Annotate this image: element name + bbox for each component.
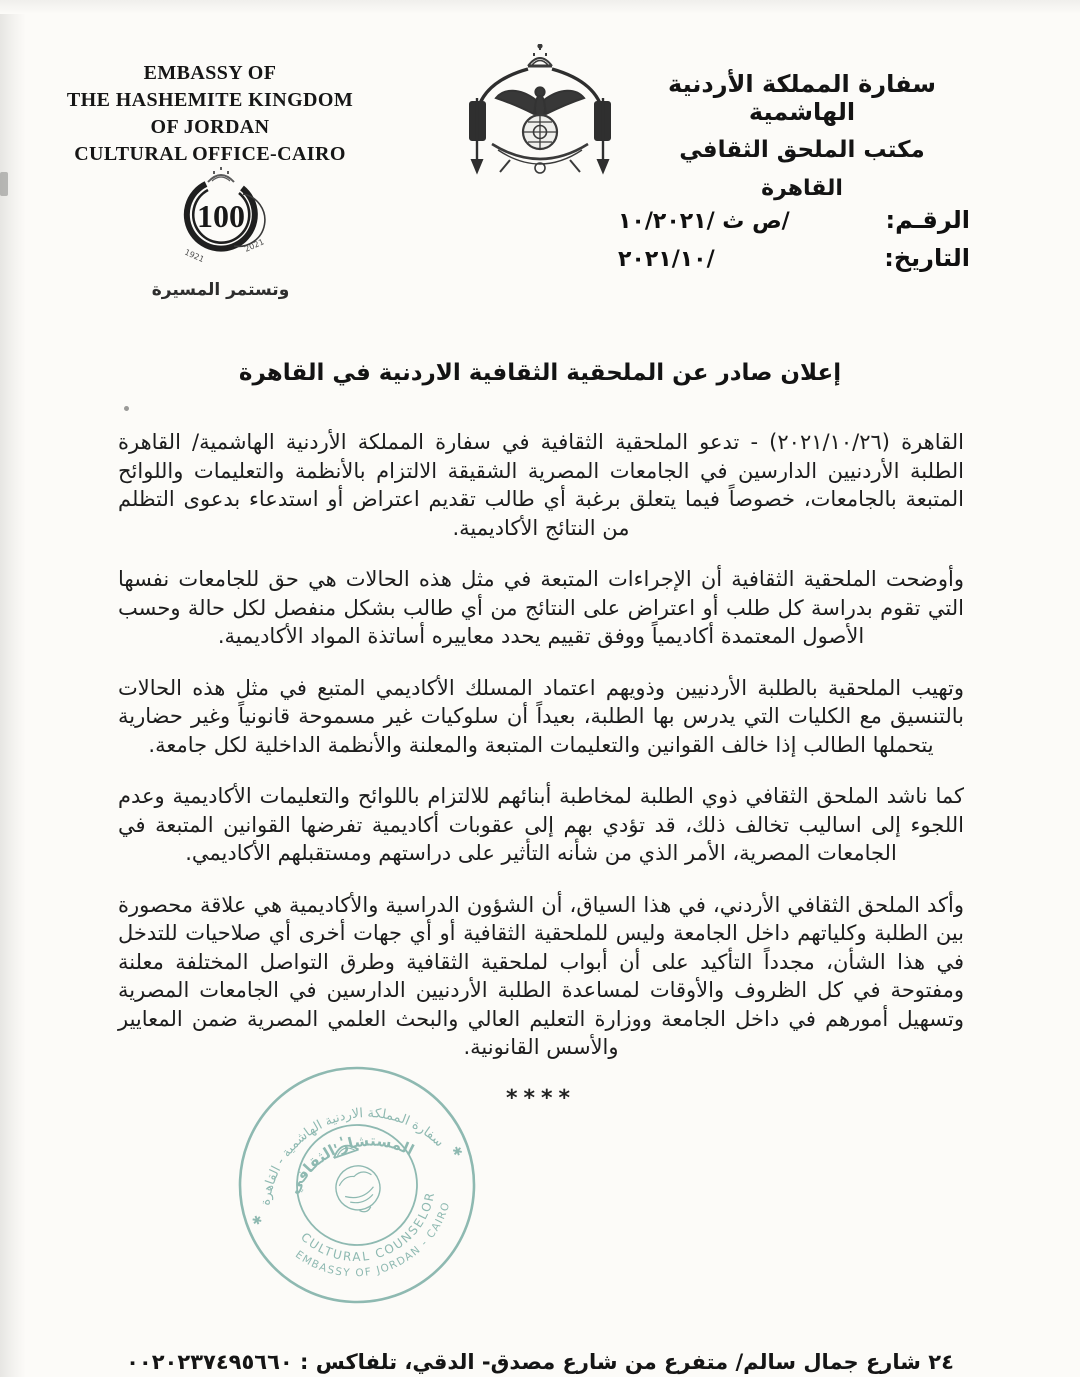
- letterhead-english-line: EMBASSY OF: [143, 62, 277, 84]
- reference-date-label: التاريخ:: [884, 244, 970, 272]
- stamp-arabic-title-text: المستشار الثقافي: [284, 1131, 417, 1197]
- letterhead-arabic-line: سفارة المملكة الأردنية الهاشمية: [668, 70, 936, 126]
- svg-text:المستشار الثقافي: [274, 1114, 421, 1201]
- reference-date-value: /٢٠٢١/١٠: [618, 247, 715, 272]
- scan-edge-shading: [0, 0, 26, 1377]
- document-body: [118, 428, 964, 1113]
- letterhead-arabic-line: مكتب الملحق الثقافي: [679, 137, 925, 163]
- footer-address: ٢٤ شارع جمال سالم/ متفرع من شارع مصدق- الدقي، تلفاكس : ٠٠٢٠٢٣٧٤٩٥٦٦٠: [126, 1350, 954, 1374]
- letterhead-arabic: [632, 70, 972, 201]
- letterhead-arabic-line: القاهرة: [761, 176, 843, 201]
- document-title: إعلان صادر عن الملحقية الثقافية الاردنية في القاهرة: [238, 360, 842, 386]
- reference-number-row: [618, 206, 970, 234]
- centennial-year-start: 1921: [182, 247, 205, 265]
- reference-date-row: [618, 244, 970, 272]
- stamp-arabic-ring-text: سفارة المملكة الاردنية الهاشمية - القاهرة: [258, 1105, 447, 1207]
- reference-block: [618, 206, 970, 282]
- scan-artifact-dot: [124, 406, 129, 411]
- jordan-coat-of-arms-icon: [436, 44, 644, 188]
- body-paragraph: وأوضحت الملحقية الثقافية أن الإجراءات المتبعة في مثل هذه الحالات هي حق للجامعات نفسها التي تقوم بدراسة كل طلب أو اعتراض على النتائج من أي طالب بشكل منفصل لكل حالة وحسب الأصول المعتمدة أكاديمياً ووفق تقييم يحدد معاييره أساتذة المواد الأكاديمية.: [118, 567, 964, 648]
- stamp-star-right: ✱: [450, 1143, 465, 1160]
- body-paragraph: كما ناشد الملحق الثقافي ذوي الطلبة لمخاطبة أبنائهم للالتزام باللوائح والتعليمات الأكاديمية وعدم اللجوء إلى اساليب تخالف ذلك، قد تؤدي بهم إلى عقوبات أكاديمية تفرضها القوانين المتبعة في الجامعات المصرية، الأمر الذي من شأنه التأثير على دراستهم ومستقبلهم الأكاديمي.: [118, 784, 964, 865]
- centennial-100-icon: [146, 166, 296, 274]
- end-separator-asterisks: ****: [505, 1085, 577, 1111]
- reference-number-value: /ص ث /١٠/٢٠٢١: [618, 209, 790, 234]
- body-paragraph: وتهيب الملحقية بالطلبة الأردنيين وذويهم اعتماد المسلك الأكاديمي المتبع في مثل هذه الحالات بالتنسيق مع الكليات التي يدرس بها الطلبة، بعيداً أن سلوكيات غير مسموحة قانونياً وغير حضارية يتحملها الطالب إذا خالف القوانين والتعليمات المتبعة والمعلنة والأنظمة الداخلية لكل جامعة.: [118, 675, 964, 757]
- body-paragraph: القاهرة (٢٠٢١/١٠/٢٦) - تدعو الملحقية الثقافية في سفارة المملكة الأردنية الهاشمية/ القاهرة الطلبة الأردنيين الدارسين في الجامعات المصرية الشقيقة الالتزام بالأنظمة والتعليمات واللوائح المتبعة بالجامعات، خصوصاً فيما يتعلق برغبة أي طالب تقديم اعتراض أو استدعاء بدعوى التظلم من النتائج الأكاديمية.: [118, 430, 964, 540]
- scan-artifact: [0, 172, 8, 196]
- centennial-slogan: وتستمر المسيرة: [151, 280, 290, 300]
- centennial-number: 100: [196, 198, 245, 234]
- scan-edge-shading-top: [0, 0, 1080, 14]
- stamp-star-left: ✱: [250, 1212, 265, 1229]
- centennial-year-end: 2021: [242, 237, 265, 254]
- stamp-english-counselor-text: CULTURAL COUNSELOR: [298, 1189, 438, 1265]
- reference-number-label: الرقـم:: [885, 206, 970, 234]
- centennial-logo: [118, 166, 323, 300]
- body-paragraph: وأكد الملحق الثقافي الأردني، في هذا السياق، أن الشؤون الدراسية والأكاديمية هي علاقة محصورة بين الطلبة وكلياتهم داخل الجامعة وليس للملحقية الثقافية أو أي جهات أخرى أي صلاحيات للتدخل في هذا الشأن، مجدداً التأكيد على أن أبواب لملحقية الثقافية وطرق التواصل المختلفة معلنة ومفتوحة في كل الظروف والأوقات لمساعدة الطلبة الأردنيين الدارسين في الجامعات المصرية وتسهيل أمورهم في داخل الجامعة ووزارة التعليم العالي والبحث العلمي المصرية ضمن المعايير والأسس القانونية.: [118, 892, 964, 1059]
- stamp-english-embassy-text: EMBASSY OF JORDAN - CAIRO: [292, 1199, 453, 1280]
- letterhead-english-line: OF JORDAN: [150, 116, 270, 138]
- letterhead-english: [58, 60, 362, 168]
- letterhead-english-line: CULTURAL OFFICE-CAIRO: [74, 143, 346, 165]
- letterhead-english-line: THE HASHEMITE KINGDOM: [66, 89, 354, 111]
